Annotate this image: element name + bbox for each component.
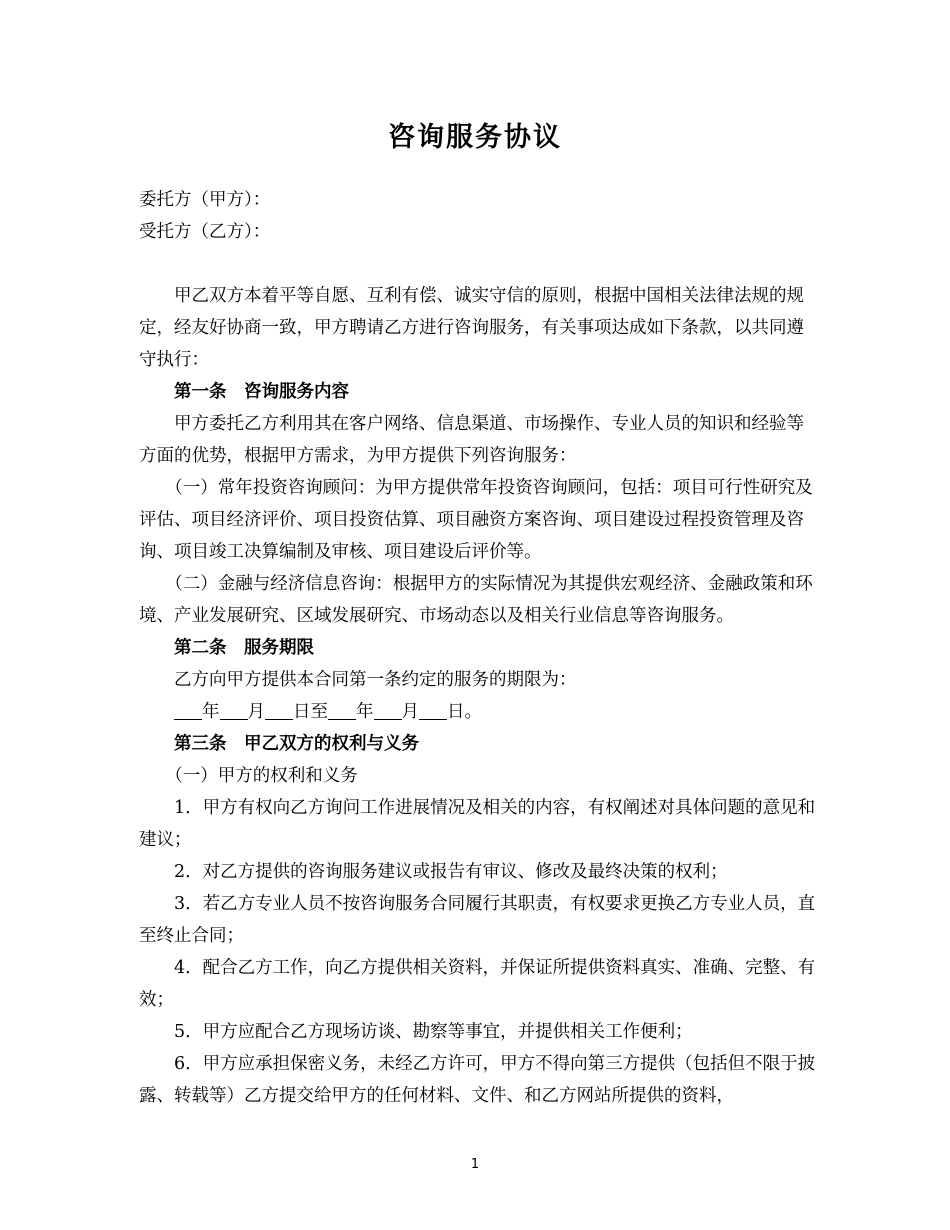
article-1-item-1: （一）常年投资咨询顾问：为甲方提供常年投资咨询顾问，包括：项目可行性研究及评估、项目经济评价、项目投资估算、项目融资方案咨询、项目建设过程投资管理及咨询、项目竣工决算编制及审核、项目建设后评价等。 [139, 478, 813, 562]
page-number: 1 [470, 1157, 480, 1172]
date-blank [174, 702, 202, 721]
date-blank [328, 702, 356, 721]
date-unit: 月 [401, 702, 419, 722]
provider-party-line: 受托方（乙方）： [139, 222, 271, 242]
client-party-line: 委托方（甲方）： [139, 190, 271, 210]
article-3-item: 4．配合乙方工作，向乙方提供相关资料，并保证所提供资料真实、准确、完整、有效； [139, 958, 816, 1010]
article-1-intro: 甲方委托乙方利用其在客户网络、信息渠道、市场操作、专业人员的知识和经验等方面的优势，根据甲方需求，为甲方提供下列咨询服务： [139, 414, 804, 466]
article-2-text: 乙方向甲方提供本合同第一条约定的服务的期限为： [174, 670, 577, 690]
article-3-item: 3．若乙方专业人员不按咨询服务合同履行其职责，有权要求更换乙方专业人员，直至终止合同； [139, 894, 816, 946]
article-3-item: 6．甲方应承担保密义务，未经乙方许可，甲方不得向第三方提供（包括但不限于披露、转载等）乙方提交给甲方的任何材料、文件、和乙方网站所提供的资料， [139, 1054, 816, 1106]
date-unit: 月 [247, 702, 265, 722]
date-unit: 日。 [447, 702, 482, 722]
article-3-heading: 第三条 甲乙双方的权利与义务 [174, 734, 419, 754]
article-1-heading: 第一条 咨询服务内容 [174, 382, 349, 402]
date-blank [265, 702, 293, 721]
document-body [139, 184, 821, 1112]
date-blank [374, 702, 402, 721]
document-title: 咨询服务协议 [388, 122, 562, 153]
article-1-item-2: （二）金融与经济信息咨询：根据甲方的实际情况为其提供宏观经济、金融政策和环境、产业发展研究、区域发展研究、市场动态以及相关行业信息等咨询服务。 [139, 574, 813, 626]
article-3-item: 5．甲方应配合乙方现场访谈、勘察等事宜，并提供相关工作便利； [174, 1022, 693, 1042]
date-blank [220, 702, 248, 721]
date-blank [419, 702, 447, 721]
article-2-heading: 第二条 服务期限 [174, 638, 314, 658]
service-period-date-line [139, 696, 821, 728]
article-3-item: 1．甲方有权向乙方询问工作进展情况及相关的内容，有权阐述对具体问题的意见和建议； [139, 798, 816, 850]
date-unit: 年 [356, 702, 374, 722]
article-3-subheading-1: （一）甲方的权利和义务 [165, 766, 358, 786]
preamble-paragraph: 甲乙双方本着平等自愿、互利有偿、诚实守信的原则，根据中国相关法律法规的规定，经友好协商一致，甲方聘请乙方进行咨询服务，有关事项达成如下条款，以共同遵守执行： [139, 286, 804, 370]
article-3-item: 2．对乙方提供的咨询服务建议或报告有审议、修改及最终决策的权利； [174, 862, 728, 882]
date-unit: 年 [202, 702, 220, 722]
date-unit: 日至 [293, 702, 328, 722]
spacer [139, 248, 821, 280]
